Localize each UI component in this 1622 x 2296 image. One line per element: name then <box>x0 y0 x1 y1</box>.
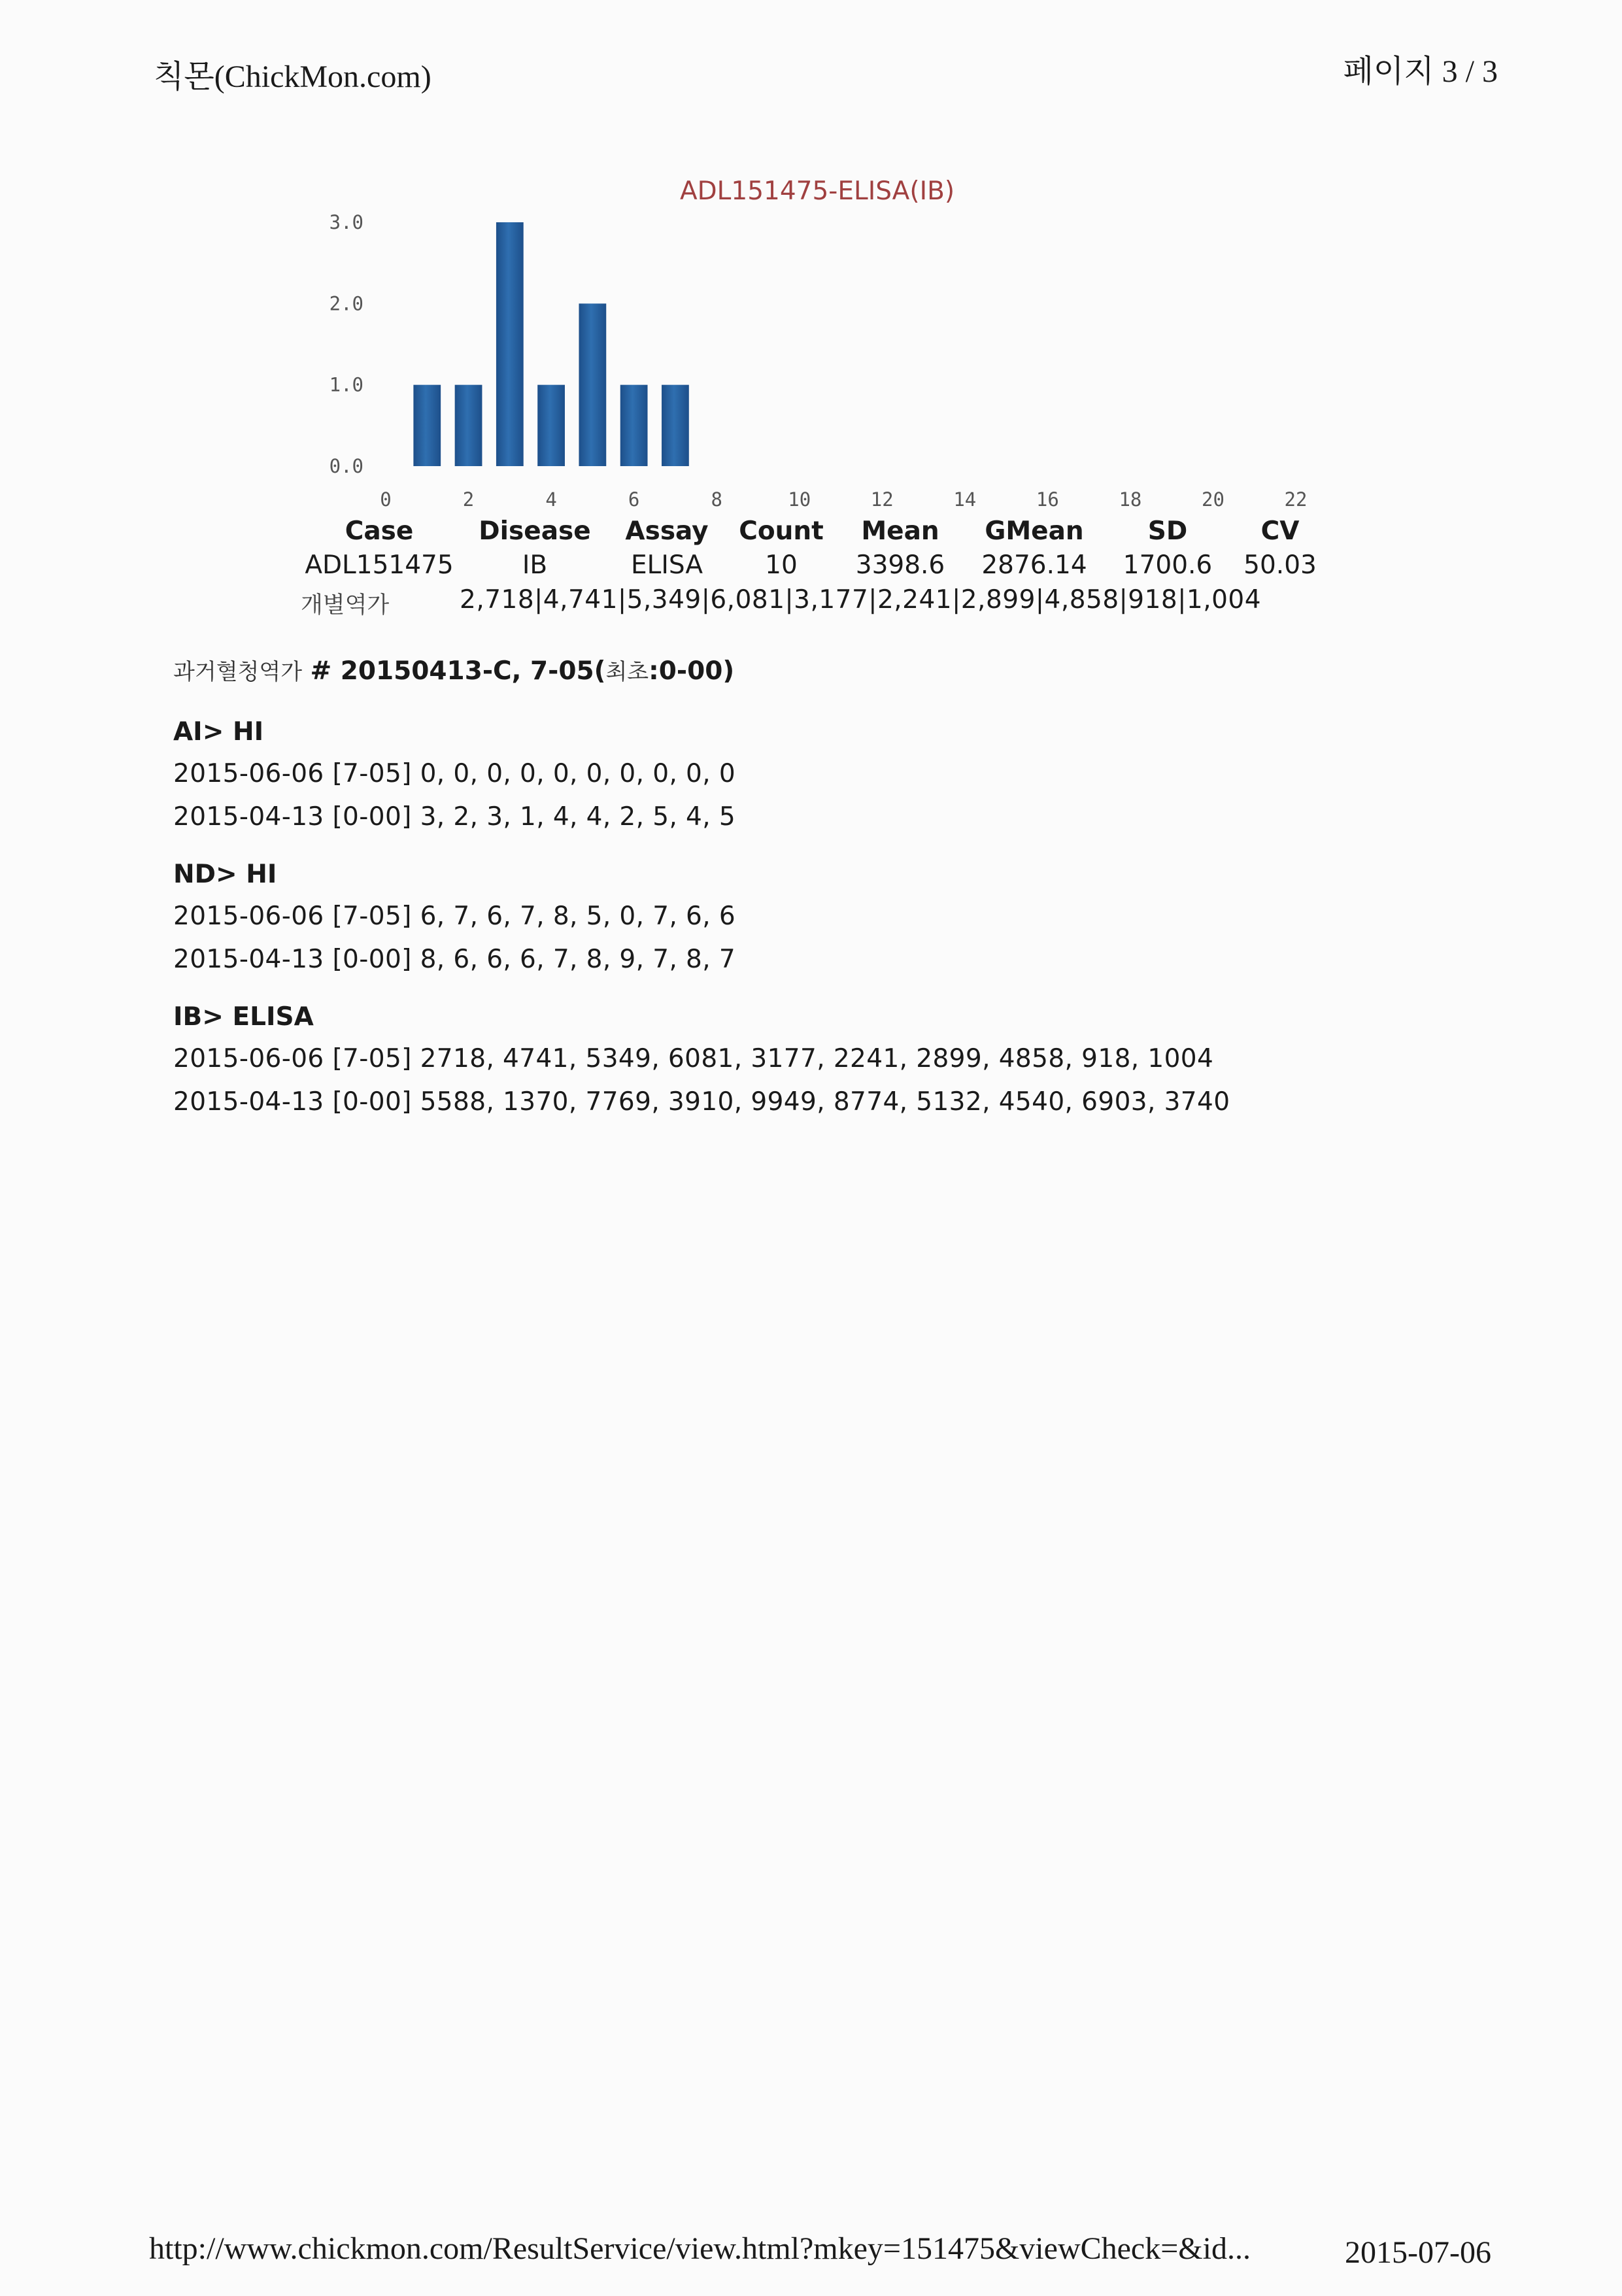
stats-value: 2876.14 <box>981 550 1087 580</box>
x-tick-label: 4 <box>545 488 557 511</box>
bar <box>496 222 524 466</box>
history-record: 2015-06-06 [7-05] 2718, 4741, 5349, 6081, 3177, 2241, 2899, 4858, 918, 1004 <box>173 1044 1214 1073</box>
bar <box>579 303 606 466</box>
stats-value: IB <box>522 550 548 580</box>
elisa-histogram-chart <box>0 0 1622 523</box>
chart-title: ADL151475-ELISA(IB) <box>679 177 955 206</box>
x-tick-label: 22 <box>1284 488 1308 511</box>
x-tick-label: 6 <box>628 488 640 511</box>
individual-titer-label: 개별역가 <box>301 592 390 618</box>
stats-value: ELISA <box>630 550 703 580</box>
stats-value: 3398.6 <box>855 550 945 580</box>
bar <box>537 385 565 466</box>
footer-date: 2015-07-06 <box>1345 2235 1491 2270</box>
footer-url: http://www.chickmon.com/ResultService/view.html?mkey=151475&viewCheck=&id... <box>149 2231 1251 2266</box>
history-group-title: IB> ELISA <box>173 1002 314 1032</box>
history-record: 2015-06-06 [7-05] 6, 7, 6, 7, 8, 5, 0, 7, 6, 6 <box>173 902 736 931</box>
y-axis-ticks <box>329 211 363 477</box>
stats-header: Count <box>739 516 824 546</box>
stats-value: ADL151475 <box>305 550 454 580</box>
chart-bars <box>413 222 688 466</box>
history-heading <box>173 654 1481 686</box>
history-group-title: ND> HI <box>173 860 277 889</box>
bar <box>455 385 482 466</box>
history-record: 2015-06-06 [7-05] 0, 0, 0, 0, 0, 0, 0, 0, 0, 0 <box>173 759 736 788</box>
x-tick-label: 12 <box>870 488 894 511</box>
stats-header: SD <box>1147 516 1188 546</box>
stats-header: GMean <box>985 516 1084 546</box>
x-axis-ticks <box>380 488 1307 511</box>
x-tick-label: 14 <box>953 488 977 511</box>
stats-value: 1700.6 <box>1123 550 1213 580</box>
stats-header: CV <box>1260 516 1300 546</box>
x-tick-label: 18 <box>1119 488 1142 511</box>
x-tick-label: 2 <box>462 488 475 511</box>
y-tick-label: 1.0 <box>329 373 363 396</box>
stats-header: Disease <box>479 516 591 546</box>
x-tick-label: 20 <box>1201 488 1225 511</box>
stats-value: 50.03 <box>1243 550 1317 580</box>
history-group-title: AI> HI <box>173 717 264 747</box>
history-first-value: :0-00) <box>649 656 735 686</box>
stats-header: Case <box>345 516 414 546</box>
bar <box>620 385 648 466</box>
y-tick-label: 2.0 <box>329 292 363 315</box>
stats-header: Assay <box>625 516 709 546</box>
x-tick-label: 16 <box>1036 488 1059 511</box>
history-title: # 20150413-C, 7-05( <box>310 656 606 686</box>
history-record: 2015-04-13 [0-00] 3, 2, 3, 1, 4, 4, 2, 5, 4, 5 <box>173 802 736 832</box>
bar <box>413 385 441 466</box>
x-tick-label: 10 <box>788 488 811 511</box>
x-tick-label: 0 <box>380 488 392 511</box>
stats-value: 10 <box>765 550 798 580</box>
history-first-label: 최초 <box>605 659 649 685</box>
past-serum-titers <box>173 654 1481 1124</box>
page-number: 페이지 3 / 3 <box>1343 54 1498 89</box>
history-record: 2015-04-13 [0-00] 8, 6, 6, 6, 7, 8, 9, 7, 8, 7 <box>173 945 736 974</box>
history-groups <box>173 712 1481 1124</box>
history-record: 2015-04-13 [0-00] 5588, 1370, 7769, 3910, 9949, 8774, 5132, 4540, 6903, 3740 <box>173 1087 1230 1117</box>
stats-header: Mean <box>861 516 939 546</box>
y-tick-label: 0.0 <box>329 455 363 477</box>
y-tick-label: 3.0 <box>329 211 363 233</box>
site-title: 칙몬(ChickMon.com) <box>154 59 431 94</box>
x-tick-label: 8 <box>711 488 722 511</box>
individual-titer-values: 2,718|4,741|5,349|6,081|3,177|2,241|2,899|4,858|918|1,004 <box>460 585 1262 615</box>
history-label: 과거혈청역가 <box>173 659 303 685</box>
bar <box>662 385 689 466</box>
